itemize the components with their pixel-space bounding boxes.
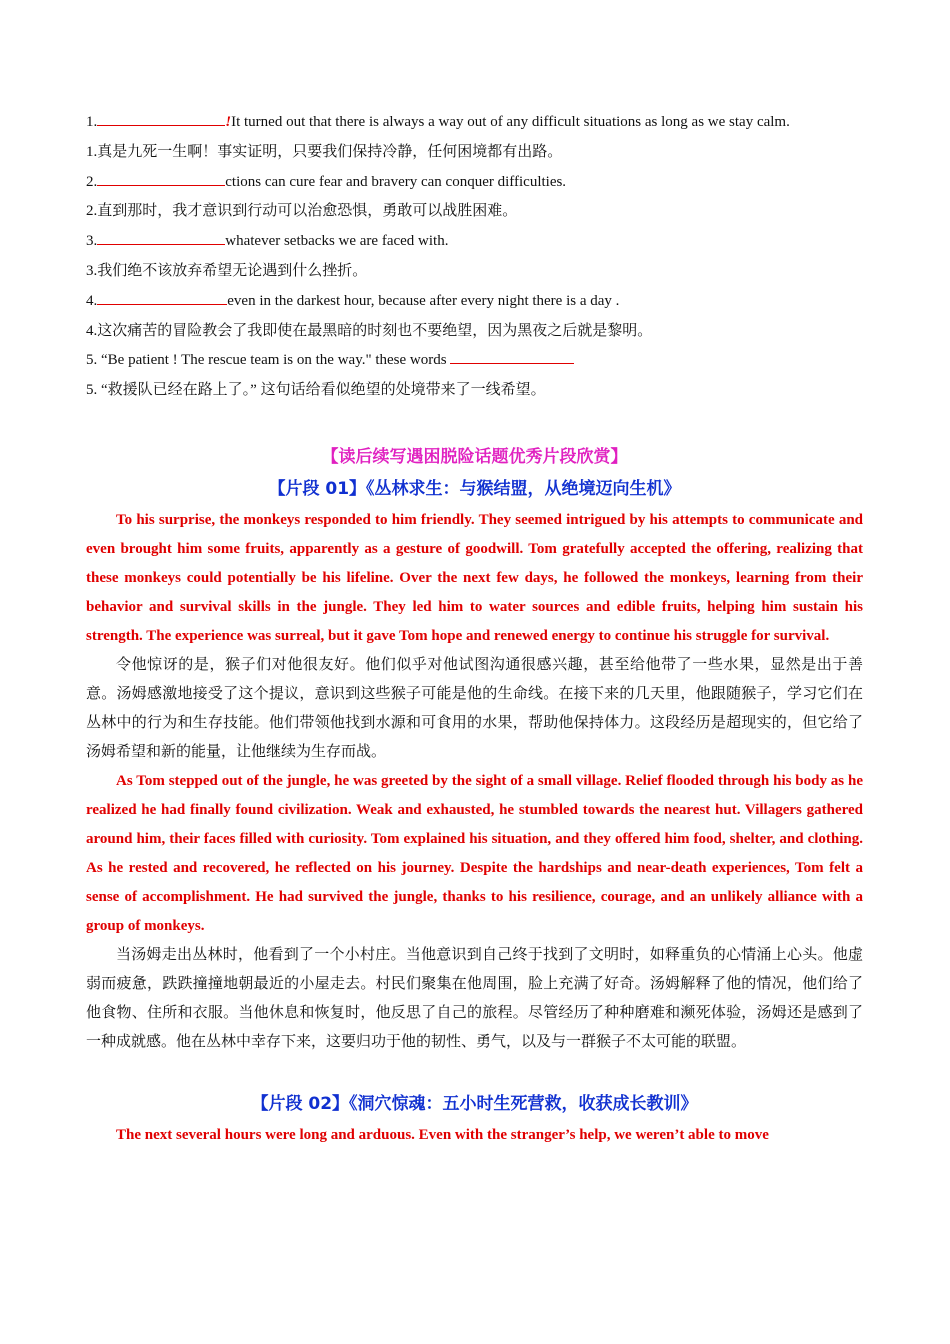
exercise-3 (86, 227, 863, 257)
exercise-number: 3. (86, 233, 98, 250)
fragment-1-english-paragraph-1: To his surprise, the monkeys responded to him friendly. They seemed intrigued by his attempts to communicate and even brought him some fruits, apparently as a gesture of goodwill. Tom gratefully accepted the offering, realizing that these monkeys could potentially be his lifeline. Over the next few days, he followed the monkeys, learning from their behavior and survival skills in the jungle. They led him to water sources and edible fruits, helping him sustain his strength. The experience was surreal, but it gave Tom hope and renewed energy to continue his struggle for survival. (86, 511, 863, 644)
exercise-5 (86, 346, 863, 376)
exercise-text: whatever setbacks we are faced with. (225, 233, 449, 250)
fragment-1-chinese-paragraph-1: 令他惊讶的是，猴子们对他很友好。他们似乎对他试图沟通很感兴趣，甚至给他带了一些水果，显然是出于善意。汤姆感激地接受了这个提议，意识到这些猴子可能是他的生命线。在接下来的几天里，他跟随猴子，学习它们在丛林中的行为和生存技能。他们带领他找到水源和可食用的水果，帮助他保持体力。这段经历是超现实的，但它给了汤姆希望和新的能量，让他继续为生存而战。 (86, 656, 863, 760)
exercise-1-translation: 1.真是九死一生啊！事实证明，只要我们保持冷静，任何困境都有出路。 (86, 143, 563, 160)
fragment-2-english-paragraph-1: The next several hours were long and arduous. Even with the stranger’s help, we weren’t able to move (116, 1126, 769, 1143)
exercise-text: ctions can cure fear and bravery can conquer difficulties. (225, 173, 567, 190)
exercise-number: 1. (86, 114, 98, 130)
exercise-text: “Be patient ! The rescue team is on the way." these words (101, 352, 447, 369)
exercise-3-translation: 3.我们绝不该放弃希望无论遇到什么挫折。 (86, 262, 368, 279)
fragment-2-title: 【片段 02】《洞穴惊魂：五小时生死营救，收获成长教训》 (251, 1093, 698, 1114)
section-title: 【读后续写遇困脱险话题优秀片段欣赏】 (321, 446, 628, 467)
exercise-number: 5. (86, 352, 98, 369)
exercise-1 (86, 108, 863, 138)
exercise-4 (86, 287, 863, 317)
exercise-4-translation: 4.这次痛苦的冒险教会了我即使在最黑暗的时刻也不要绝望，因为黑夜之后就是黎明。 (86, 322, 653, 339)
exercise-text: even in the darkest hour, because after every night there is a day . (227, 292, 620, 309)
answer-blank[interactable] (97, 110, 225, 126)
exercise-number: 4. (86, 292, 98, 309)
answer-blank[interactable] (97, 170, 225, 186)
fragment-1-chinese-paragraph-2: 当汤姆走出丛林时，他看到了一个小村庄。当他意识到自己终于找到了文明时，如释重负的心情涌上心头。他虚弱而疲惫，跌跌撞撞地朝最近的小屋走去。村民们聚集在他周围，脸上充满了好奇。汤姆解释了他的情况，他们给了他食物、住所和衣服。当他休息和恢复时，他反思了自己的旅程。尽管经历了种种磨难和濒死体验，汤姆还是感到了一种成就感。他在丛林中幸存下来，这要归功于他的韧性、勇气，以及与一群猴子不太可能的联盟。 (86, 946, 863, 1050)
exercise-5-translation: 5. “救援队已经在路上了。” 这句话给看似绝望的处境带来了一线希望。 (86, 382, 546, 399)
answer-blank[interactable] (97, 289, 227, 305)
fragment-1-title: 【片段 01】《丛林求生：与猴结盟，从绝境迈向生机》 (268, 478, 681, 499)
exclamation-mark: ! (225, 114, 232, 130)
exercise-2 (86, 168, 863, 198)
exercise-text: It turned out that there is always a way out of any difficult situations as long as we stay calm. (231, 114, 790, 130)
answer-blank[interactable] (450, 348, 574, 364)
fragment-1-english-paragraph-2: As Tom stepped out of the jungle, he was greeted by the sight of a small village. Relief flooded through his body as he realized he had finally found civilization. Weak and exhausted, he stumbled towards the nearest hut. Villagers gathered around him, their faces filled with curiosity. Tom explained his situation, and they offered him food, shelter, and clothing. As he rested and recovered, he reflected on his journey. Despite the hardships and near-death experiences, Tom felt a sense of accomplishment. He had survived the jungle, thanks to his resilience, courage, and an unlikely alliance with a group of monkeys. (86, 772, 863, 934)
exercise-number: 2. (86, 173, 98, 190)
answer-blank[interactable] (97, 229, 225, 245)
exercise-2-translation: 2.直到那时，我才意识到行动可以治愈恐惧，勇敢可以战胜困难。 (86, 203, 518, 220)
document-page (86, 108, 863, 1150)
